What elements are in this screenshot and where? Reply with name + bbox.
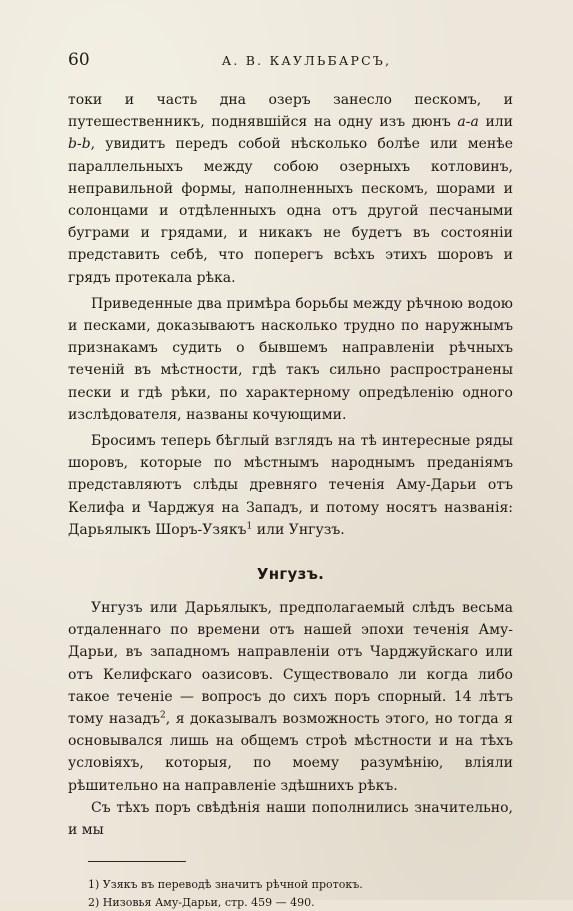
section-title: Унгузъ.	[256, 565, 325, 584]
footnote-divider	[88, 861, 186, 862]
paragraph-4-text-b: , я доказывалъ возможность этого, но тогда я основывался лишь на общемъ строѣ мѣстности и на тѣхъ условіяхъ, которыя, по моему разумѣнію, вліяли рѣшительно на направленіе здѣшнихъ рѣкъ.	[68, 711, 513, 794]
footnote-1: 1) Узякъ въ переводѣ значитъ рѣчной протокъ.	[88, 878, 363, 892]
paragraph-3-text-a: Бросимъ теперь бѣглый взглядъ на тѣ интересные ряды шоровъ, которые по мѣстнымъ народнымъ преданіямъ представляютъ слѣды древняго теченія Аму-Дарьи отъ Келифа и Чарджуя на Западъ, и потому носятъ названія: Дарьялыкъ Шоръ-Узякъ	[68, 433, 513, 538]
paragraph-5: Съ тѣхъ поръ свѣдѣнія наши пополнились значительно, и мы	[68, 799, 513, 839]
paragraph-1-italic-b: b-b	[68, 136, 91, 153]
text-body	[68, 89, 513, 911]
footnote-ref-1[interactable]: 1	[246, 521, 253, 532]
paragraph-1-text-a: токи и часть дна озеръ занесло пескомъ, и путешественникъ, поднявшійся на одну изъ дюнъ	[68, 92, 513, 131]
footnote-ref-2[interactable]: 2	[160, 710, 166, 721]
paragraph-1-text-c: , увидитъ передъ собой нѣсколько болѣе или менѣе параллельныхъ между собою озерныхъ котловинъ, неправильной формы, наполненныхъ пескомъ, шорами и солонцами и отдѣленныхъ одна отъ другой песчаными буграми и грядами, и никакъ не будетъ въ состояніи представить себѣ, что поперегъ всѣхъ этихъ шоровъ и грядъ протекала рѣка.	[68, 136, 513, 286]
paragraph-4-text-a: Унгузъ или Дарьялыкъ, предполагаемый слѣдъ весьма отдаленнаго по времени отъ нашей эпохи теченія Аму-Дарьи, въ западномъ направленіи отъ Чарджуйскаго или отъ Келифскаго оазисовъ. Существовало ли когда либо такое теченіе — вопросъ до сихъ поръ спорный. 14 лѣтъ тому назадъ	[68, 600, 513, 728]
paragraph-1	[68, 89, 513, 289]
paragraph-3	[68, 430, 513, 541]
running-head: А. В. КАУЛЬБАРСЪ,	[221, 53, 392, 68]
paragraph-1-text-b: или	[478, 114, 514, 131]
page-number: 60	[68, 50, 90, 70]
paragraph-4	[68, 597, 513, 797]
paragraph-1-italic-a: а-а	[457, 114, 479, 131]
paragraph-2: Приведенные два примѣра борьбы между рѣчною водою и песками, доказываютъ насколько трудно по наружнымъ признакамъ судить о бывшемъ направленіи рѣчныхъ теченій въ мѣстности, гдѣ такъ сильно распространены пески и гдѣ рѣки, по характерному опредѣленію одного изслѣдователя, названы кочующими.	[68, 295, 513, 423]
footnote-2: 2) Низовья Аму-Дарьи, стр. 459 — 490.	[88, 895, 315, 909]
page-header	[68, 50, 515, 72]
paragraph-3-text-b: или Унгузъ.	[252, 521, 345, 538]
